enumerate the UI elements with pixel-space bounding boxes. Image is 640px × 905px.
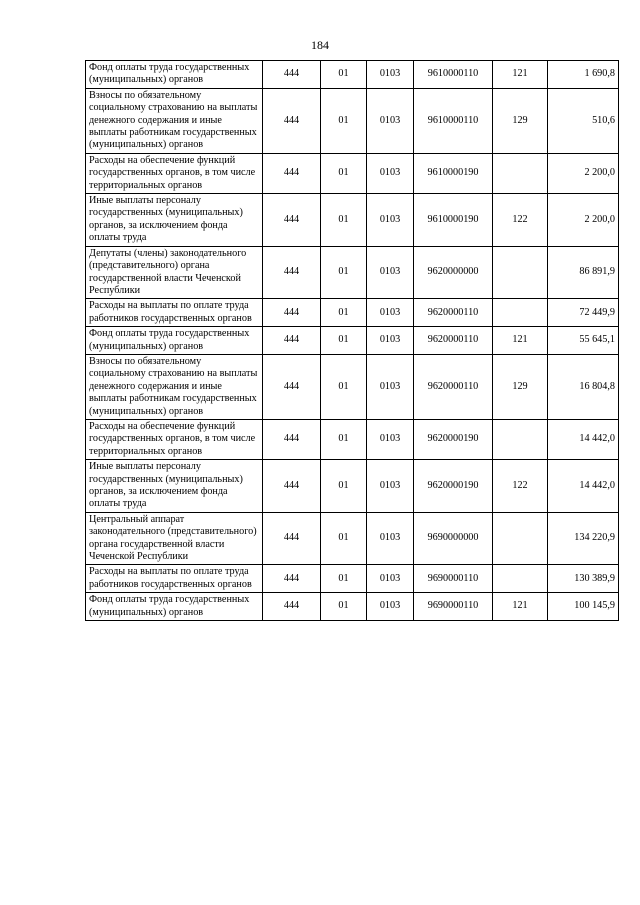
cell-sum: 510,6 <box>548 88 619 153</box>
cell-csr: 9610000190 <box>414 153 493 193</box>
cell-gr: 444 <box>263 153 321 193</box>
table-row <box>86 419 619 459</box>
cell-csr: 9620000190 <box>414 419 493 459</box>
page-number: 184 <box>311 38 329 52</box>
cell-sum: 100 145,9 <box>548 593 619 621</box>
cell-name: Депутаты (члены) законодательного (представительного) органа государственной власти Чеченской Республики <box>86 246 263 299</box>
cell-gr: 444 <box>263 299 321 327</box>
cell-csr: 9620000000 <box>414 246 493 299</box>
cell-csr: 9690000000 <box>414 512 493 565</box>
cell-sum: 2 200,0 <box>548 153 619 193</box>
table-row <box>86 88 619 153</box>
cell-rz: 01 <box>321 61 367 89</box>
cell-csr: 9690000110 <box>414 593 493 621</box>
table-row <box>86 565 619 593</box>
cell-vr: 121 <box>493 593 548 621</box>
cell-vr: 121 <box>493 327 548 355</box>
cell-name: Взносы по обязательному социальному страхованию на выплаты денежного содержания и иные выплаты работникам государственных (муниципальных) органов <box>86 88 263 153</box>
cell-pr: 0103 <box>367 512 414 565</box>
cell-name: Расходы на выплаты по оплате труда работников государственных органов <box>86 565 263 593</box>
cell-gr: 444 <box>263 88 321 153</box>
cell-pr: 0103 <box>367 593 414 621</box>
cell-name: Фонд оплаты труда государственных (муниципальных) органов <box>86 593 263 621</box>
cell-name: Расходы на выплаты по оплате труда работников государственных органов <box>86 299 263 327</box>
cell-rz: 01 <box>321 153 367 193</box>
cell-vr <box>493 419 548 459</box>
table-row <box>86 61 619 89</box>
cell-name: Иные выплаты персоналу государственных (муниципальных) органов, за исключением фонда оплаты труда <box>86 460 263 513</box>
cell-pr: 0103 <box>367 194 414 247</box>
cell-pr: 0103 <box>367 327 414 355</box>
cell-vr <box>493 565 548 593</box>
table-row <box>86 354 619 419</box>
cell-sum: 130 389,9 <box>548 565 619 593</box>
cell-sum: 1 690,8 <box>548 61 619 89</box>
cell-vr <box>493 299 548 327</box>
cell-rz: 01 <box>321 593 367 621</box>
cell-gr: 444 <box>263 565 321 593</box>
cell-name: Взносы по обязательному социальному страхованию на выплаты денежного содержания и иные выплаты работникам государственных (муниципальных) органов <box>86 354 263 419</box>
cell-rz: 01 <box>321 419 367 459</box>
cell-gr: 444 <box>263 327 321 355</box>
cell-vr: 122 <box>493 194 548 247</box>
cell-sum: 134 220,9 <box>548 512 619 565</box>
cell-rz: 01 <box>321 512 367 565</box>
cell-rz: 01 <box>321 299 367 327</box>
cell-gr: 444 <box>263 419 321 459</box>
cell-gr: 444 <box>263 246 321 299</box>
cell-csr: 9620000190 <box>414 460 493 513</box>
cell-gr: 444 <box>263 460 321 513</box>
cell-rz: 01 <box>321 88 367 153</box>
cell-gr: 444 <box>263 593 321 621</box>
cell-rz: 01 <box>321 565 367 593</box>
table-row <box>86 299 619 327</box>
cell-gr: 444 <box>263 512 321 565</box>
cell-gr: 444 <box>263 354 321 419</box>
cell-pr: 0103 <box>367 153 414 193</box>
cell-pr: 0103 <box>367 299 414 327</box>
table-row <box>86 460 619 513</box>
cell-vr <box>493 153 548 193</box>
cell-vr: 121 <box>493 61 548 89</box>
cell-csr: 9610000190 <box>414 194 493 247</box>
cell-name: Расходы на обеспечение функций государственных органов, в том числе территориальных органов <box>86 419 263 459</box>
table-row <box>86 593 619 621</box>
cell-sum: 2 200,0 <box>548 194 619 247</box>
cell-pr: 0103 <box>367 354 414 419</box>
cell-vr <box>493 512 548 565</box>
table-row <box>86 246 619 299</box>
cell-sum: 72 449,9 <box>548 299 619 327</box>
cell-rz: 01 <box>321 354 367 419</box>
table-row <box>86 327 619 355</box>
cell-vr: 129 <box>493 354 548 419</box>
cell-pr: 0103 <box>367 460 414 513</box>
cell-vr <box>493 246 548 299</box>
cell-csr: 9610000110 <box>414 61 493 89</box>
cell-name: Фонд оплаты труда государственных (муниципальных) органов <box>86 61 263 89</box>
cell-rz: 01 <box>321 327 367 355</box>
cell-csr: 9690000110 <box>414 565 493 593</box>
cell-vr: 122 <box>493 460 548 513</box>
budget-table-body <box>86 61 619 621</box>
cell-pr: 0103 <box>367 246 414 299</box>
cell-rz: 01 <box>321 460 367 513</box>
cell-pr: 0103 <box>367 88 414 153</box>
cell-csr: 9620000110 <box>414 299 493 327</box>
cell-name: Фонд оплаты труда государственных (муниципальных) органов <box>86 327 263 355</box>
cell-rz: 01 <box>321 246 367 299</box>
cell-sum: 55 645,1 <box>548 327 619 355</box>
cell-pr: 0103 <box>367 61 414 89</box>
cell-sum: 14 442,0 <box>548 419 619 459</box>
cell-name: Центральный аппарат законодательного (представительного) органа государственной власти Чеченской Республики <box>86 512 263 565</box>
cell-gr: 444 <box>263 61 321 89</box>
cell-rz: 01 <box>321 194 367 247</box>
cell-pr: 0103 <box>367 419 414 459</box>
table-row <box>86 153 619 193</box>
cell-csr: 9620000110 <box>414 354 493 419</box>
cell-sum: 86 891,9 <box>548 246 619 299</box>
cell-pr: 0103 <box>367 565 414 593</box>
cell-csr: 9620000110 <box>414 327 493 355</box>
table-row <box>86 512 619 565</box>
cell-name: Расходы на обеспечение функций государственных органов, в том числе территориальных органов <box>86 153 263 193</box>
cell-sum: 14 442,0 <box>548 460 619 513</box>
cell-sum: 16 804,8 <box>548 354 619 419</box>
cell-vr: 129 <box>493 88 548 153</box>
cell-name: Иные выплаты персоналу государственных (муниципальных) органов, за исключением фонда оплаты труда <box>86 194 263 247</box>
cell-gr: 444 <box>263 194 321 247</box>
budget-table <box>85 60 619 621</box>
table-row <box>86 194 619 247</box>
cell-csr: 9610000110 <box>414 88 493 153</box>
